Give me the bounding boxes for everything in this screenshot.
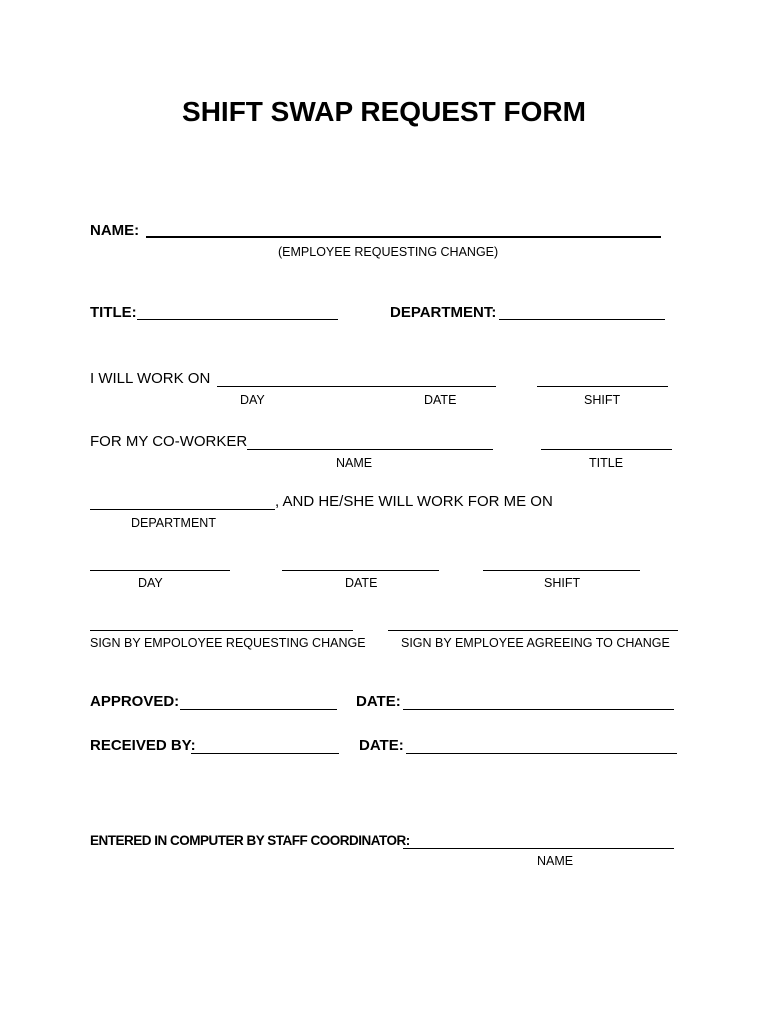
approved-line	[180, 709, 337, 710]
form-title: SHIFT SWAP REQUEST FORM	[182, 96, 586, 127]
name-line	[146, 236, 661, 238]
will-work-shift-field[interactable]	[537, 369, 668, 387]
coworker-department-field[interactable]	[90, 492, 275, 510]
received-field[interactable]	[191, 736, 339, 754]
name-caption: (EMPLOYEE REQUESTING CHANGE)	[278, 245, 499, 259]
will-work-day-date-line	[217, 386, 496, 387]
department-caption: DEPARTMENT	[131, 516, 216, 530]
swap-shift-field[interactable]	[483, 553, 640, 571]
title-label: TITLE:	[90, 304, 137, 321]
department-label: DEPARTMENT:	[390, 304, 497, 321]
will-work-day-caption: DAY	[240, 393, 265, 407]
swap-day-field[interactable]	[90, 553, 230, 571]
coworker-label: FOR MY CO-WORKER	[90, 433, 248, 450]
department-line	[499, 319, 665, 320]
coworker-name-line	[247, 449, 493, 450]
swap-date-caption: DATE	[345, 576, 378, 590]
coworker-department-line	[90, 509, 275, 510]
approved-date-line	[403, 709, 674, 710]
swap-day-caption: DAY	[138, 576, 163, 590]
swap-date-field[interactable]	[282, 553, 439, 571]
will-work-date-caption: DATE	[424, 393, 457, 407]
swap-day-line	[90, 570, 230, 571]
sign-requesting-line	[90, 630, 353, 631]
swap-shift-line	[483, 570, 640, 571]
name-label: NAME:	[90, 222, 140, 239]
he-she-text: , AND HE/SHE WILL WORK FOR ME ON	[275, 493, 553, 510]
sign-requesting-field[interactable]	[90, 612, 353, 630]
coworker-name-field[interactable]	[247, 432, 493, 450]
sign-agreeing-field[interactable]	[388, 612, 678, 630]
entered-label: ENTERED IN COMPUTER BY STAFF COORDINATOR:	[90, 833, 410, 848]
received-date-field[interactable]	[406, 736, 677, 754]
entered-line	[403, 848, 674, 849]
received-label: RECEIVED BY:	[90, 737, 196, 754]
title-line	[137, 319, 338, 320]
coworker-title-field[interactable]	[541, 432, 672, 450]
sign-agreeing-line	[388, 630, 678, 631]
sign-agreeing-caption: SIGN BY EMPLOYEE AGREEING TO CHANGE	[401, 636, 670, 650]
received-date-label: DATE:	[359, 737, 404, 754]
approved-label: APPROVED:	[90, 693, 180, 710]
approved-date-label: DATE:	[356, 693, 401, 710]
received-line	[191, 753, 339, 754]
will-work-day-date-field[interactable]	[217, 369, 496, 387]
will-work-shift-line	[537, 386, 668, 387]
approved-field[interactable]	[180, 692, 337, 710]
swap-date-line	[282, 570, 439, 571]
approved-date-field[interactable]	[403, 692, 674, 710]
swap-shift-caption: SHIFT	[544, 576, 581, 590]
coworker-title-line	[541, 449, 672, 450]
received-date-line	[406, 753, 677, 754]
entered-field[interactable]	[403, 831, 674, 849]
entered-name-caption: NAME	[537, 854, 574, 868]
sign-requesting-caption: SIGN BY EMPOLOYEE REQUESTING CHANGE	[90, 636, 366, 650]
coworker-title-caption: TITLE	[589, 456, 624, 470]
coworker-name-caption: NAME	[336, 456, 373, 470]
will-work-shift-caption: SHIFT	[584, 393, 621, 407]
will-work-label: I WILL WORK ON	[90, 370, 211, 387]
